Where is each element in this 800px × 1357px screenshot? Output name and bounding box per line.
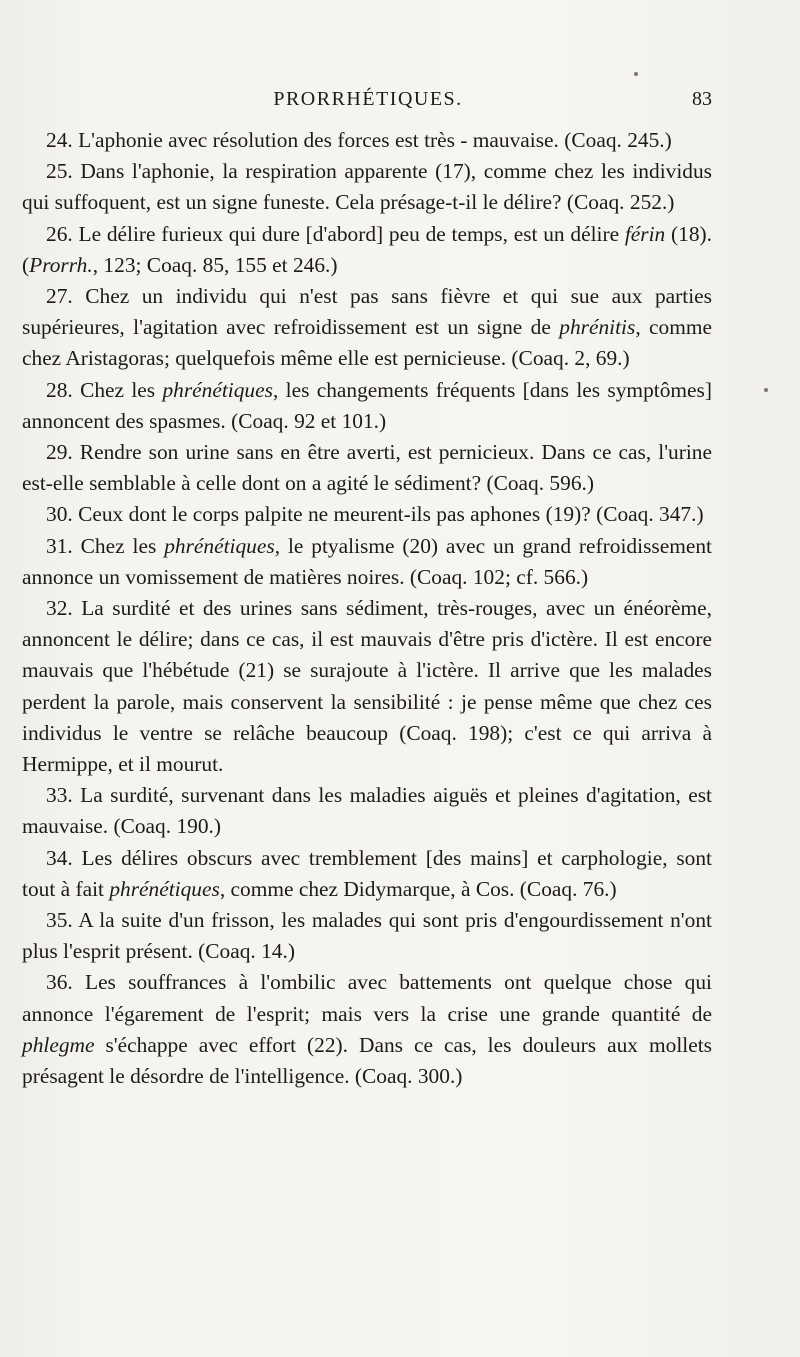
paragraph-text: 29. Rendre son urine sans en être averti, est pernicieux. Dans ce cas, l'urine est-elle semblable à celle dont on a agité le sédiment? (Coaq. 596.): [22, 440, 712, 496]
paragraph-text: 33. La surdité, survenant dans les maladies aiguës et pleines d'agitation, est mauvaise. (Coaq. 190.): [22, 783, 712, 839]
paragraph-text: 32. La surdité et des urines sans sédiment, très-rouges, avec un énéorème, annoncent le délire; dans ce cas, il est mauvais d'être pris d'ictère. Il est encore mauvais que l'hébétude (21) se surajoute à l'ictère. Il arrive que les malades perdent la parole, mais conservent la sensibilité : je pense même que chez ces individus le ventre se relâche beaucoup (Coaq. 198); c'est ce qui arriva à Hermippe, et il mourut.: [22, 596, 712, 777]
paragraph-25: [22, 156, 712, 218]
paragraph-text: , les changements fréquents [dans les symptômes] annoncent des spasmes. (Coaq. 92 et 101.): [22, 377, 712, 433]
paragraph-text: 34. Les délires obscurs avec tremblement [des mains] et carphologie, sont tout à fait: [22, 845, 712, 901]
italic-term: phlegme: [22, 1032, 95, 1057]
paragraph-text: 28. Chez les: [46, 377, 163, 402]
paragraph-26: [22, 219, 712, 281]
body-text: [22, 125, 712, 1092]
paragraph-28: [22, 375, 712, 437]
paragraph-30: [22, 499, 712, 530]
paragraph-text: , comme chez Aristagoras; quelquefois même elle est pernicieuse. (Coaq. 2, 69.): [22, 315, 713, 371]
italic-term: phrénétiques: [162, 377, 273, 402]
running-title: PRORRHÉTIQUES.: [273, 88, 463, 110]
paragraph-text: 31. Chez les: [46, 533, 165, 558]
paragraph-31: [22, 531, 712, 593]
paragraph-27: [22, 281, 712, 375]
paragraph-text: 26. Le délire furieux qui dure [d'abord] peu de temps, est un délire: [46, 221, 625, 246]
paragraph-text: , comme chez Didymarque, à Cos. (Coaq. 76.): [219, 876, 617, 901]
paragraph-text: 27. Chez un individu qui n'est pas sans fièvre et qui sue aux parties supérieures, l'agitation avec refroidissement est un signe de: [22, 284, 712, 340]
paragraph-text: 35. A la suite d'un frisson, les malades qui sont pris d'engourdissement n'ont plus l'esprit présent. (Coaq. 14.): [22, 908, 712, 964]
paragraph-33: [22, 780, 712, 842]
ink-speck: [634, 72, 638, 76]
paragraph-text: 36. Les souffrances à l'ombilic avec battements ont quelque chose qui annonce l'égarement de l'esprit; mais vers la crise une grande quantité de: [22, 970, 712, 1026]
italic-term: phrénitis: [559, 315, 636, 340]
italic-reference: Prorrh.: [29, 252, 93, 277]
italic-term: phrénétiques: [109, 876, 220, 901]
paragraph-34: [22, 843, 712, 905]
paragraph-text: (18). (: [22, 221, 712, 277]
page-number: 83: [692, 88, 712, 110]
paragraph-text: 24. L'aphonie avec résolution des forces est très - mauvaise. (Coaq. 245.): [46, 128, 672, 152]
paragraph-text: 25. Dans l'aphonie, la respiration apparente (17), comme chez les individus qui suffoquent, est un signe funeste. Cela présage-t-il le délire? (Coaq. 252.): [22, 159, 712, 215]
page-header: [24, 88, 712, 118]
italic-term: phrénétiques: [164, 533, 275, 558]
paragraph-text: , 123; Coaq. 85, 155 et 246.): [92, 252, 338, 277]
paragraph-text: , le ptyalisme (20) avec un grand refroidissement annonce un vomissement de matières noires. (Coaq. 102; cf. 566.): [22, 533, 712, 589]
paragraph-36: [22, 967, 712, 1092]
paragraph-35: [22, 905, 712, 967]
paragraph-text: s'échappe avec effort (22). Dans ce cas, les douleurs aux mollets présagent le désordre de l'intelligence. (Coaq. 300.): [22, 1032, 712, 1089]
paragraph-29: [22, 437, 712, 499]
paragraph-24: [22, 125, 712, 156]
italic-term: férin: [624, 221, 666, 246]
paragraph-32: [22, 593, 712, 780]
ink-speck: [764, 388, 768, 392]
paragraph-text: 30. Ceux dont le corps palpite ne meurent-ils pas aphones (19)? (Coaq. 347.): [46, 502, 704, 527]
